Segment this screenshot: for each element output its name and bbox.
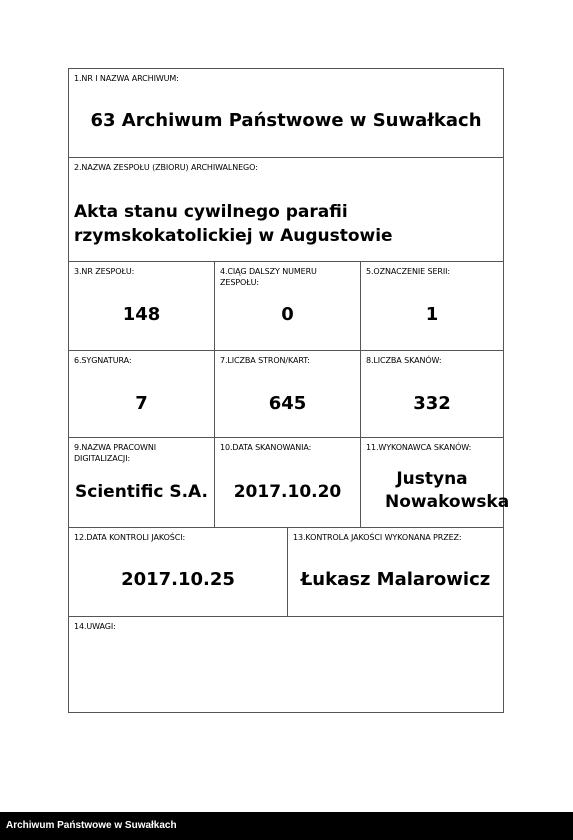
notes-label: 14.UWAGI: [74,622,116,631]
cell-fonds-no [69,262,214,350]
pages-label: 7.LICZBA STRON/KART: [220,356,310,365]
cell-series [360,262,503,350]
qc-date-value: 2017.10.25 [121,569,235,590]
scans-value: 332 [413,393,451,414]
cell-notes [69,617,503,712]
archive-value: 63 Archiwum Państwowe w Suwałkach [90,110,482,131]
cell-qc-by [287,528,503,616]
fonds-continuation-value: 0 [281,304,294,325]
scan-date-label: 10.DATA SKANOWANIA: [220,443,312,452]
fonds-no-label: 3.NR ZESPOŁU: [74,267,135,276]
fonds-name-label: 2.NAZWA ZESPOŁU (ZBIORU) ARCHIWALNEGO: [74,163,258,172]
signature-value: 7 [135,393,148,414]
row-archive [69,69,503,158]
scanned-by-label: 11.WYKONAWCA SKANÓW: [366,443,472,452]
row-quality-control [69,528,503,617]
cell-lab [69,438,214,527]
qc-by-value: Łukasz Malarowicz [300,569,491,590]
signature-label: 6.SYGNATURA: [74,356,132,365]
scanned-by-value: Justyna Nowakowska [385,469,510,512]
row-digitization [69,438,510,528]
qc-date-label: 12.DATA KONTROLI JAKOŚCI: [74,533,186,542]
qc-by-label: 13.KONTROLA JAKOŚCI WYKONANA PRZEZ: [293,533,462,542]
lab-value: Scientific S.A. [75,482,208,502]
cell-scans [360,351,503,437]
row-fonds-numbers [69,262,503,351]
cell-scan-date [214,438,360,527]
cell-scanned-by [360,438,510,527]
scans-label: 8.LICZBA SKANÓW: [366,356,442,365]
cell-qc-date [69,528,287,616]
scan-date-value: 2017.10.20 [233,482,342,502]
row-counts [69,351,503,438]
cell-signature [69,351,214,437]
cell-fonds-name [69,158,503,261]
row-notes [69,617,503,712]
cell-pages [214,351,360,437]
lab-label: 9.NAZWA PRACOWNI DIGITALIZACJI: [74,443,156,463]
fonds-continuation-label: 4.CIĄG DALSZY NUMERU ZESPOŁU: [220,267,317,287]
fonds-no-value: 148 [122,304,161,325]
pages-value: 645 [268,393,307,414]
row-fonds-name [69,158,503,262]
cell-fonds-continuation [214,262,360,350]
fonds-name-value: Akta stanu cywilnego parafii rzymskokatolickiej w Augustowie [74,202,393,246]
archive-label: 1.NR I NAZWA ARCHIWUM: [74,74,179,83]
cell-archive [69,69,503,157]
footer-bar [0,812,573,840]
series-value: 1 [425,304,439,325]
footer-text: Archiwum Państwowe w Suwałkach [6,820,177,831]
metrics-card [68,68,510,713]
series-label: 5.OZNACZENIE SERII: [366,267,450,276]
